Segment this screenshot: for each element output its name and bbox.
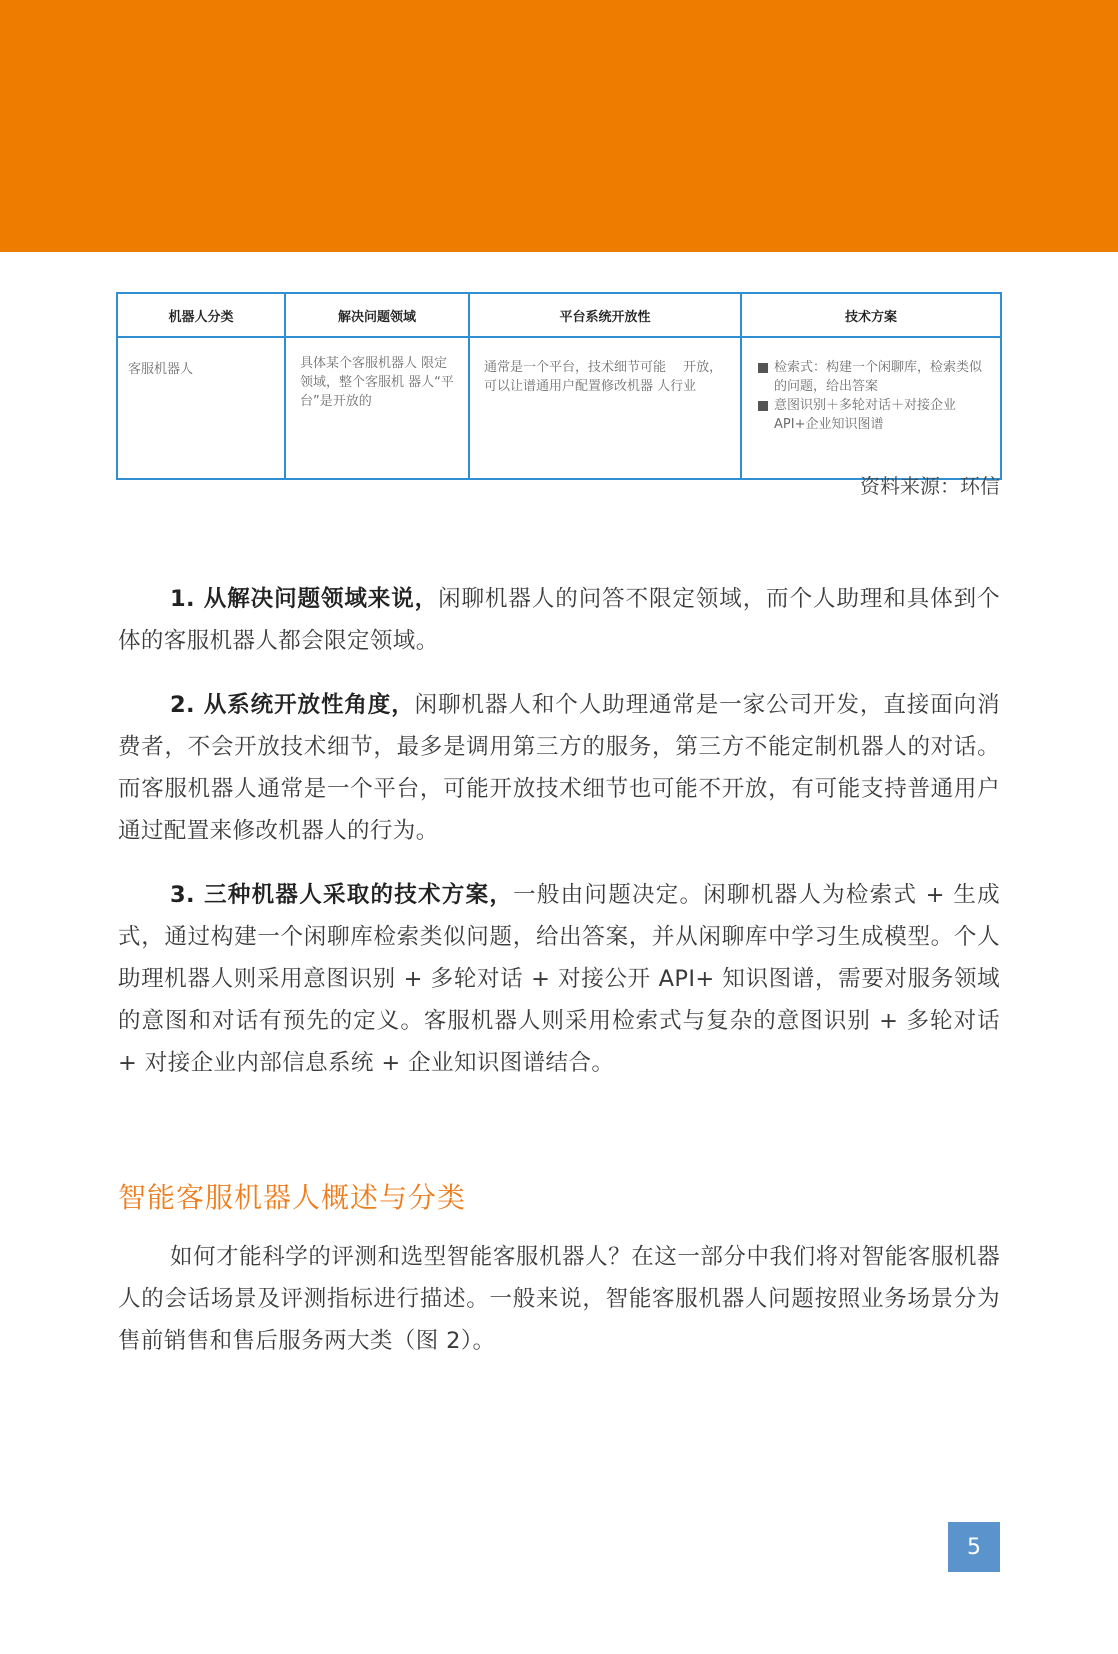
- cell-openness: 通常是一个平台，技术细节可能 开放，可以让谱通用户配置修改机器 人行业: [469, 337, 741, 479]
- solution-item-text: 意图识别＋多轮对话＋对接企业API+企业知识图谱: [774, 398, 957, 432]
- cell-domain: 具体某个客服机器人 限定领域，整个客服机 器人“平台”是开放的: [285, 337, 469, 479]
- table-header-row: [117, 293, 1001, 337]
- solution-item: [758, 358, 982, 396]
- paragraph-3-lead: 3. 三种机器人采取的技术方案，: [170, 882, 514, 908]
- square-bullet-icon: [758, 363, 768, 373]
- header-solution: 技术方案: [741, 293, 1001, 337]
- cell-category: 客服机器人: [117, 337, 285, 479]
- paragraph-3: [118, 874, 1000, 1084]
- section-paragraph: 如何才能科学的评测和选型智能客服机器人？在这一部分中我们将对智能客服机器人的会话场景及评测指标进行描述。一般来说，智能客服机器人问题按照业务场景分为售前销售和售后服务两大类（图 2）。: [118, 1244, 1000, 1354]
- table-row: [117, 337, 1001, 479]
- paragraph-1-lead: 1. 从解决问题领域来说，: [170, 586, 439, 612]
- source-caption: 资料来源：环信: [860, 474, 1000, 498]
- header-banner: [0, 0, 1118, 252]
- paragraph-2-lead: 2. 从系统开放性角度，: [170, 692, 415, 718]
- robot-comparison-table: [116, 292, 1000, 480]
- solution-item: [758, 396, 982, 434]
- solution-item-text: 检索式：构建一个闲聊库，检索类似的问题，给出答案: [774, 360, 983, 394]
- section-title: 智能客服机器人概述与分类: [118, 1181, 467, 1214]
- header-domain: 解决问题领域: [285, 293, 469, 337]
- page-number: 5: [948, 1522, 1000, 1572]
- section-body: [118, 1236, 1000, 1384]
- paragraph-3-text: 一般由问题决定。闲聊机器人为检索式 + 生成式，通过构建一个闲聊库检索类似问题，给出答案，并从闲聊库中学习生成模型。个人助理机器人则采用意图识别 + 多轮对话 + 对接公开 API+ 知识图谱，需要对服务领域的意图和对话有预先的定义。客服机器人则采用检索式与复杂的意图识别 + 多轮对话 + 对接企业内部信息系统 + 企业知识图谱结合。: [118, 882, 1000, 1076]
- paragraph-2: [118, 684, 1000, 852]
- header-openness: 平台系统开放性: [469, 293, 741, 337]
- paragraph-2-text: 闲聊机器人和个人助理通常是一家公司开发，直接面向消费者，不会开放技术细节，最多是调用第三方的服务，第三方不能定制机器人的对话。而客服机器人通常是一个平台，可能开放技术细节也可能不开放，有可能支持普通用户通过配置来修改机器人的行为。: [118, 692, 1000, 844]
- paragraph-1-text: 闲聊机器人的问答不限定领域，而个人助理和具体到个体的客服机器人都会限定领域。: [118, 586, 1000, 654]
- body-content: [118, 578, 1000, 1106]
- header-category: 机器人分类: [117, 293, 285, 337]
- square-bullet-icon: [758, 401, 768, 411]
- cell-solution: [741, 337, 1001, 479]
- paragraph-1: [118, 578, 1000, 662]
